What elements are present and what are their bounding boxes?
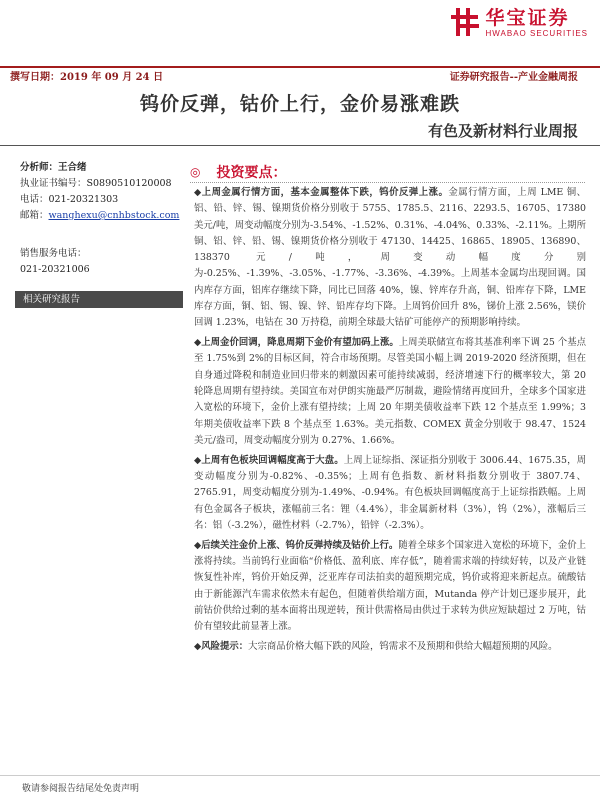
logo-icon bbox=[450, 6, 480, 38]
license-number: 执业证书编号：S0890510120008 bbox=[20, 178, 172, 189]
target-icon: ◎ bbox=[190, 165, 201, 179]
paragraph-lead: ◆上周有色板块回调幅度高于大盘。 bbox=[194, 454, 344, 466]
paragraph-lead: ◆上周金价回调，降息周期下金价有望加码上涨。 bbox=[194, 337, 399, 349]
sales-phone: 021-20321006 bbox=[20, 264, 90, 275]
brand-name-en: HWABAO SECURITIES bbox=[485, 28, 588, 38]
email-label: 邮箱： bbox=[20, 210, 49, 221]
disclaimer-note: 敬请参阅报告结尾处免责声明 bbox=[22, 784, 140, 794]
key-points-rule bbox=[190, 182, 585, 183]
title-divider bbox=[0, 145, 600, 146]
paragraph-gold bbox=[194, 335, 586, 449]
paragraph-outlook bbox=[194, 538, 586, 636]
analyst-email-row bbox=[20, 208, 185, 224]
report-type: 证券研究报告--产业金融周报 bbox=[449, 72, 578, 83]
paragraph-body: 大宗商品价格大幅下跌的风险，钨需求不及预期和供给大幅超预期的风险。 bbox=[248, 641, 558, 653]
key-points-header bbox=[190, 162, 286, 182]
paragraph-lead: ◆上周金属行情方面，基本金属整体下跌，钨价反弹上涨。 bbox=[194, 187, 449, 198]
paragraph-body: 上周美联储宣布将其基准利率下调 25 个基点至 1.75%到 2%的目标区间，符合市场预期。尽管美国小幅上调 2019-2020 经济预期，但在自身通过降税和制造业回归带来的刺激因素可能持续减弱，经济增速下行的概率较大，第 20 轮降息周期有望持续。美国宣布对伊朗实施最严厉制裁，避险情绪再度回升，全球多个国家进入宽松的环境下，金价上涨有望持续；上周 20 年期美债收益率下跌 12 个基点至 1.99%；3 年期美债收益率下跌 8 个基点至 1.63%。美元指数、COMEX 黄金分别收于 98.47、1524 美元/盎司，周变动幅度分别为 0.27%、1.66%。 bbox=[194, 337, 586, 446]
brand-logo bbox=[450, 6, 589, 38]
key-points-title: 投资要点： bbox=[216, 165, 287, 181]
footer-rule bbox=[0, 775, 600, 776]
brand-name-cn: 华宝证券 bbox=[485, 6, 570, 29]
analyst-sidebar bbox=[20, 160, 185, 278]
paragraph-sector bbox=[194, 453, 586, 534]
paragraph-body: 上周上证综指、深证指分别收于 3006.44、1675.35，周变动幅度分别为-0.82%、-0.35%；上周有色指数、新材料指数分别收于 3807.74、2765.91，周变动幅度分别为-1.49%、-0.94%。有色板块回调幅度高于上证综指跌幅。上周有色金属各子板块，涨幅前三名：锂（4.4%），非金属新材料（3%），钨（2%），涨幅后三名：铝（-3.2%），磁性材料（-2.7%），铅锌（-2.3%）。 bbox=[194, 454, 586, 531]
analyst-phone: 电话：021-20321303 bbox=[20, 194, 119, 205]
analyst-name: 分析师：王合绪 bbox=[20, 162, 87, 173]
analyst-email-link[interactable]: wanghexu@cnhbstock.com bbox=[48, 210, 180, 221]
page-title: 钨价反弹，钴价上行，金价易涨难跌 bbox=[139, 93, 460, 115]
paragraph-metals-market bbox=[194, 185, 586, 332]
page-subtitle: 有色及新材料行业周报 bbox=[427, 122, 578, 140]
report-date: 撰写日期：2019 年 09 月 24 日 bbox=[10, 72, 164, 83]
paragraph-risk bbox=[194, 639, 586, 655]
key-points-body bbox=[194, 185, 586, 659]
paragraph-lead: ◆风险提示： bbox=[194, 641, 249, 653]
paragraph-body: 金属行情方面，上周 LME 铜、铝、铅、锌、锡、镍期货价格分别收于 5755、1785.5、2116、2293.5、16705、17380 美元/吨，周变动幅度分别为-3.54%、-1.52%、0.31%、-4.04%、0.33%、-2.11%。上期所铜、铝、锌、铅、锡、镍期货价格分别收于 47130、14425、16865、18905、136890、138370 元/吨，周变动幅度分别为-0.25%、-1.39%、-3.05%、-1.77%、-3.36%、-4.39%。上周基本金属均出现回调。国内库存方面，铝库存继续下降，同比已回落 40%，镍、锌库存升高，铜、铅库存下降，LME 库存方面，铜、铝、锡、镍、锌、铅库存均下降。上周钨价回升 8%，锑价上涨 2.56%，镁价回调 1.23%，电钴在 30 万持稳，前期全球最大钴矿可能停产的预期影响持续。 bbox=[194, 187, 586, 329]
sales-label: 销售服务电话： bbox=[20, 248, 87, 259]
related-reports-header: 相关研究报告 bbox=[15, 291, 183, 308]
paragraph-lead: ◆后续关注金价上涨、钨价反弹持续及钴价上行。 bbox=[194, 539, 399, 551]
paragraph-body: 随着全球多个国家进入宽松的环境下，金价上涨将持续。当前钨行业面临“价格低、盈利底、库存低”，随着需求端的持续好转，以及产业链恢复性补库，钨价开始反弹，泛亚库存司法拍卖的超预期完成，钨价或将迎来新起点。硫酸钴由于新能源汽车需求依然未有起色，但随着供给端方面，Mutanda 停产计划已逐步展开，此前钴价供给过剩的基本面将出现逆转，预计供需格局由供过于求转为供应短缺超过 2 万吨，钴价有望较此前显著上涨。 bbox=[194, 539, 586, 633]
